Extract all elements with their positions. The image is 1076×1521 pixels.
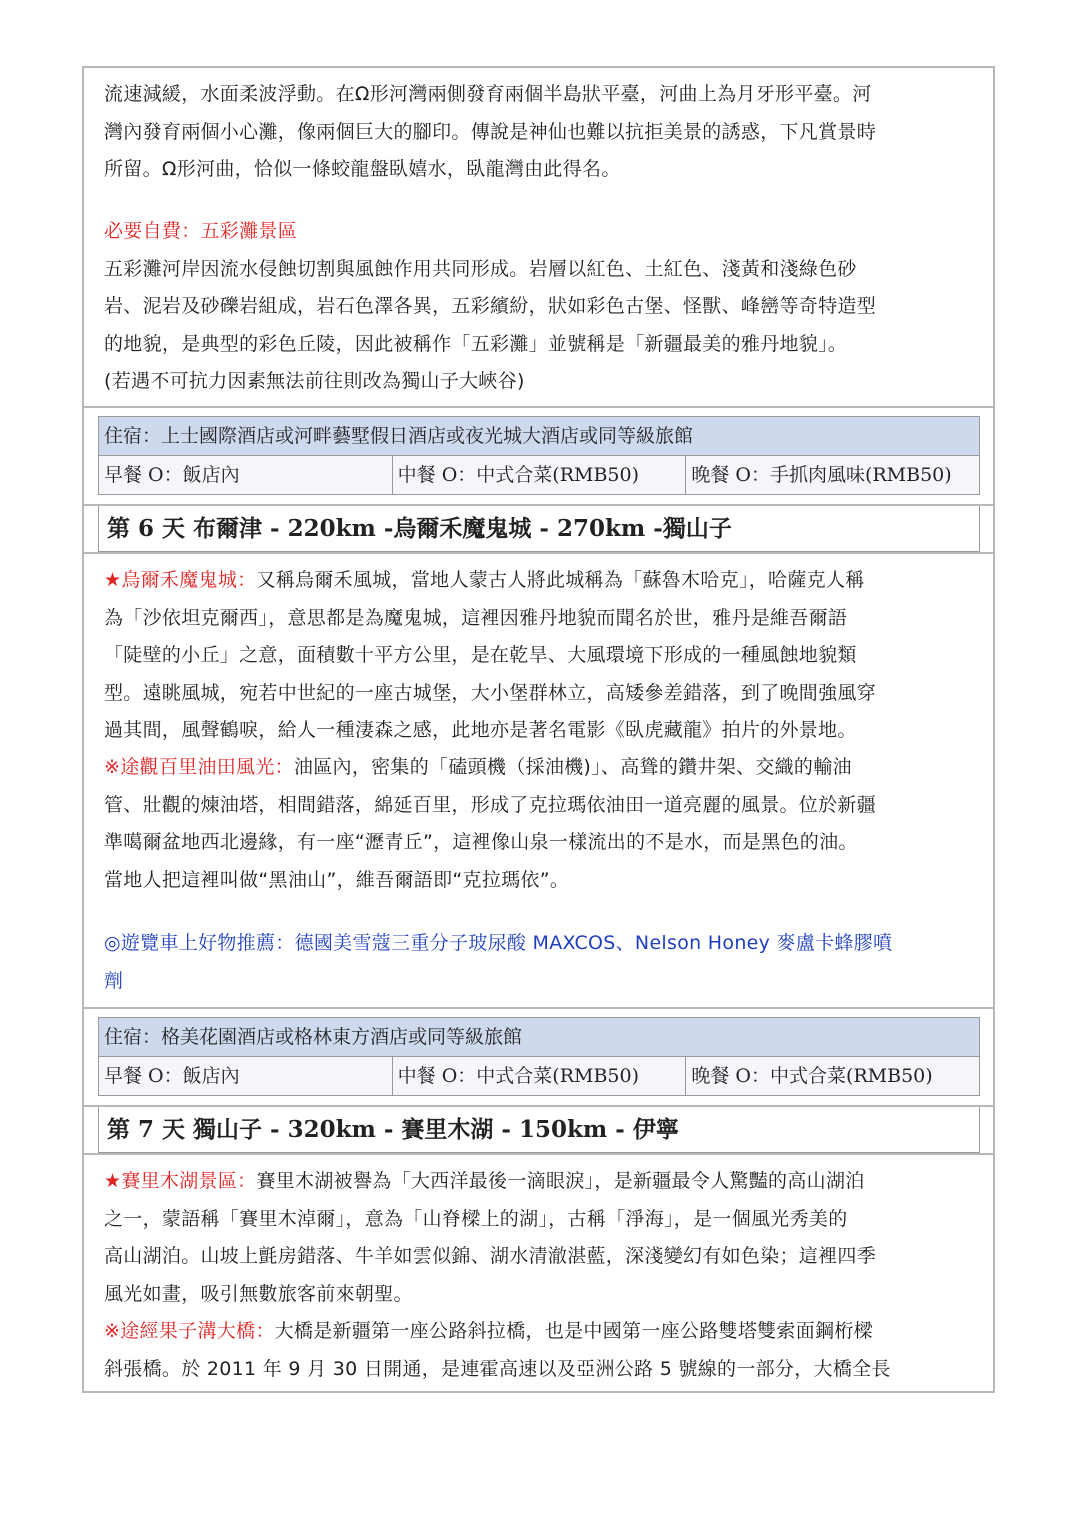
breakfast-cell: 早餐 O：飯店內 <box>99 456 393 494</box>
lunch-cell: 中餐 O：中式合菜(RMB50) <box>393 456 687 494</box>
hotel-table <box>98 416 980 495</box>
text-line: 風光如畫，吸引無數旅客前來朝聖。 <box>104 1282 413 1305</box>
bridge-label: ※途經果子溝大橋： <box>104 1320 275 1342</box>
text-line: 五彩灘河岸因流水侵蝕切割與風蝕作用共同形成。岩層以紅色、土紅色、淺黃和淺綠色砂 <box>104 257 857 280</box>
sayram-section <box>104 1163 984 1313</box>
lodging-cell: 住宿：格美花園酒店或格林東方酒店或同等級旅館 <box>99 1018 979 1057</box>
sayram-label: ★賽里木湖景區： <box>104 1170 257 1192</box>
dinner-cell: 晚餐 O：手抓肉風味(RMB50) <box>686 456 979 494</box>
ghost-city-section <box>104 562 984 750</box>
text-line: 之一，蒙語稱「賽里木淖爾」，意為「山脊樑上的湖」，古稱「淨海」，是一個風光秀美的 <box>104 1207 848 1230</box>
text-line: 劑 <box>104 969 124 992</box>
dinner-cell: 晚餐 O：中式合菜(RMB50) <box>686 1057 979 1095</box>
text-line: 的地貌，是典型的彩色丘陵，因此被稱作「五彩灘」並號稱是「新疆最美的雅丹地貌」。 <box>104 332 848 355</box>
text-line <box>104 749 984 787</box>
day7-title: 第 7 天 獨山子 - 320km - 賽里木湖 - 150km - 伊寧 <box>98 1107 980 1153</box>
day5-hotel-block <box>84 408 993 504</box>
day6-description-block <box>84 554 993 1009</box>
text-line: 「陡壁的小丘」之意，面積數十平方公里，是在乾旱、大風環境下形成的一種風蝕地貌類 <box>104 644 857 666</box>
day7-header-block <box>84 1105 993 1155</box>
text-line: 流速減緩，水面柔波浮動。在Ω形河灣兩側發育兩個半島狀平臺，河曲上為月牙形平臺。河 <box>104 83 872 105</box>
text-line: 斜張橋。於 2011 年 9 月 30 日開通，是連霍高速以及亞洲公路 5 號線的一部分，大橋全長 <box>104 1357 891 1380</box>
ghost-city-label: ★烏爾禾魔鬼城： <box>104 569 257 591</box>
wucaitan-heading: 必要自費：五彩灘景區 <box>104 220 298 242</box>
text-line <box>104 1313 984 1351</box>
text-segment: 大橋是新疆第一座公路斜拉橋，也是中國第一座公路雙塔雙索面鋼桁樑 <box>274 1320 873 1342</box>
oilfield-section <box>104 749 984 899</box>
day6-title: 第 6 天 布爾津 - 220km -烏爾禾魔鬼城 - 270km -獨山子 <box>98 506 980 552</box>
meals-row <box>99 1057 979 1095</box>
text-line: 為「沙依坦克爾西」，意思都是為魔鬼城，這裡因雅丹地貌而聞名於世，雅丹是維吾爾語 <box>104 606 848 629</box>
text-line: 灣內發育兩個小心灘，像兩個巨大的腳印。傳說是神仙也難以抗拒美景的誘惑，下凡賞景時 <box>104 120 877 143</box>
text-segment: 賽里木湖被譽為「大西洋最後一滴眼淚」，是新疆最令人驚豔的高山湖泊 <box>256 1170 865 1192</box>
hotel-table <box>98 1017 980 1096</box>
day6-hotel-block <box>84 1009 993 1105</box>
oilfield-label: ※途觀百里油田風光： <box>104 756 294 778</box>
text-line: ◎遊覽車上好物推薦：德國美雪蔻三重分子玻尿酸 MAXCOS、Nelson Honey 麥盧卡蜂膠噴 <box>104 932 893 954</box>
intro-paragraph <box>104 76 984 189</box>
bridge-section <box>104 1313 984 1388</box>
wucaitan-section <box>104 213 984 401</box>
lodging-cell: 住宿：上士國際酒店或河畔藝墅假日酒店或夜光城大酒店或同等級旅館 <box>99 417 979 456</box>
lunch-cell: 中餐 O：中式合菜(RMB50) <box>393 1057 687 1095</box>
text-line: 過其間，風聲鶴唳，給人一種淒森之感，此地亦是著名電影《臥虎藏龍》拍片的外景地。 <box>104 719 857 741</box>
text-segment: 油區內，密集的「磕頭機（採油機)」、高聳的鑽井架、交織的輸油 <box>293 756 852 778</box>
text-line <box>104 562 984 600</box>
text-line: 準噶爾盆地西北邊緣，有一座“瀝青丘”，這裡像山泉一樣流出的不是水，而是黑色的油。 <box>104 831 858 853</box>
text-line: (若遇不可抗力因素無法前往則改為獨山子大峽谷) <box>104 370 525 392</box>
text-line <box>104 1163 984 1201</box>
text-segment: 又稱烏爾禾風城，當地人蒙古人將此城稱為「蘇魯木哈克」，哈薩克人稱 <box>256 569 865 591</box>
meals-row <box>99 456 979 494</box>
text-line: 當地人把這裡叫做“黑油山”，維吾爾語即“克拉瑪依”。 <box>104 868 570 891</box>
day7-description-block <box>84 1155 993 1391</box>
shopping-recommendation <box>104 925 984 1000</box>
text-line: 岩、泥岩及砂礫岩組成，岩石色澤各異，五彩繽紛，狀如彩色古堡、怪獸、峰巒等奇特造型 <box>104 295 877 317</box>
text-line: 管、壯觀的煉油塔，相間錯落，綿延百里，形成了克拉瑪依油田一道亮麗的風景。位於新疆 <box>104 793 877 816</box>
day5-description-block <box>84 68 993 408</box>
day6-header-block <box>84 504 993 554</box>
breakfast-cell: 早餐 O：飯店內 <box>99 1057 393 1095</box>
text-line: 所留。Ω形河曲，恰似一條蛟龍盤臥嬉水，臥龍灣由此得名。 <box>104 158 621 180</box>
itinerary-sheet <box>82 66 995 1393</box>
text-line: 高山湖泊。山坡上氈房錯落、牛羊如雲似錦、湖水清澈湛藍，深淺變幻有如色染；這裡四季 <box>104 1245 877 1267</box>
text-line: 型。遠眺風城，宛若中世紀的一座古城堡，大小堡群林立，高矮參差錯落，到了晚間強風穿 <box>104 681 877 704</box>
